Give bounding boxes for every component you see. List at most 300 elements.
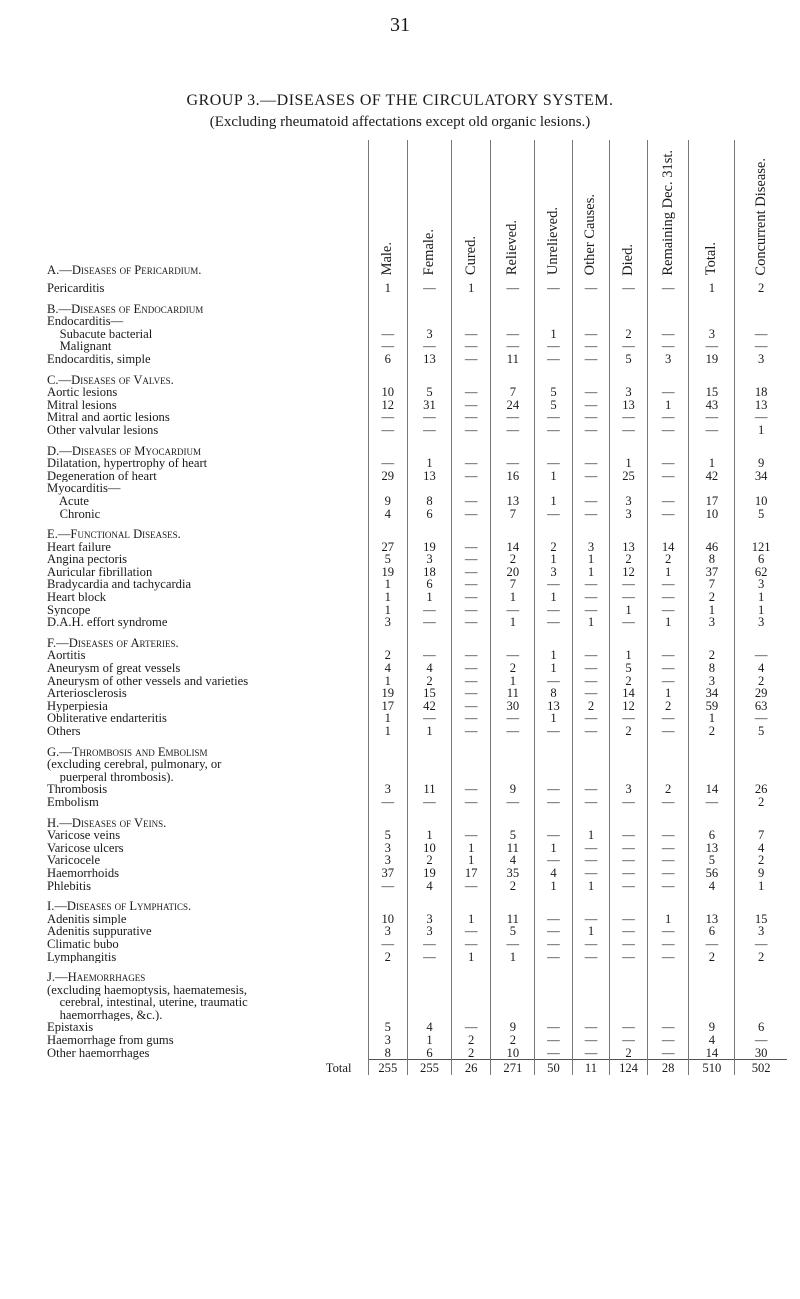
empty-cell [735,771,787,784]
table-cell: — [451,649,491,662]
table-cell: 1 [535,880,573,893]
table-cell: — [535,796,573,809]
table-cell: 9 [491,783,535,796]
table-row [47,508,787,521]
empty-cell [368,892,408,913]
table-cell: 4 [408,880,452,893]
table-row [47,353,787,366]
row-label: Heart failure [47,540,111,554]
empty-cell [368,996,408,1009]
table-cell: — [610,712,648,725]
empty-cell [451,482,491,495]
table-cell: — [647,649,689,662]
row-label: Chronic [47,507,101,521]
table-cell: 2 [451,1034,491,1047]
table-cell: 2 [689,951,735,964]
table-cell: — [572,424,610,437]
table-cell: — [451,687,491,700]
table-cell: — [408,411,452,424]
table-cell: — [610,925,648,938]
table-cell: 4 [689,880,735,893]
table-cell: 2 [491,662,535,675]
table-cell: — [535,783,573,796]
table-cell: 14 [689,783,735,796]
table-cell: 11 [491,687,535,700]
empty-cell [610,892,648,913]
table-cell: — [408,951,452,964]
table-cell: — [647,842,689,855]
table-cell: — [647,951,689,964]
empty-cell [491,809,535,830]
empty-cell [451,437,491,458]
table-cell: — [647,578,689,591]
table-cell: 35 [491,867,535,880]
table-cell: — [368,796,408,809]
section-heading: B.—Diseases of Endocardium [47,301,204,316]
table-cell: 1 [572,925,610,938]
table-cell: 2 [735,951,787,964]
row-label: Syncope [47,603,91,617]
table-row [47,578,787,591]
table-cell: — [689,938,735,951]
empty-cell [610,996,648,1009]
empty-cell [535,892,573,913]
table-cell: 9 [735,867,787,880]
empty-cell [408,892,452,913]
empty-cell [451,295,491,316]
empty-cell [735,520,787,541]
table-cell: 2 [491,1034,535,1047]
table-cell: 1 [535,649,573,662]
table-cell: — [610,1021,648,1034]
section-heading: H.—Diseases of Veins. [47,815,167,830]
row-note: Endocarditis— [47,315,124,328]
table-cell: — [572,282,610,295]
table-row [47,1047,787,1060]
table-row [47,470,787,483]
empty-cell [451,809,491,830]
table-cell: 3 [689,328,735,341]
table-cell: 1 [572,616,610,629]
empty-cell [689,520,735,541]
section-heading-row [47,809,787,830]
empty-cell [368,963,408,984]
table-cell: — [535,411,573,424]
table-cell: — [647,712,689,725]
table-cell: 7 [491,386,535,399]
table-cell: 3 [610,495,648,508]
table-cell: — [535,457,573,470]
table-row [47,712,787,725]
table-cell: 12 [610,566,648,579]
table-cell: — [647,925,689,938]
empty-cell [408,758,452,771]
table-cell: 13 [735,399,787,412]
table-cell: — [610,591,648,604]
empty-cell [647,984,689,997]
empty-cell [408,996,452,1009]
empty-cell [535,996,573,1009]
table-cell: — [451,712,491,725]
empty-cell [368,809,408,830]
empty-cell [408,295,452,316]
empty-cell [535,629,573,650]
empty-cell [408,738,452,759]
table-cell: 1 [408,457,452,470]
table-cell: 8 [408,495,452,508]
table-cell: 34 [689,687,735,700]
table-cell: 19 [689,353,735,366]
table-cell: — [647,1047,689,1060]
table-cell: — [647,854,689,867]
empty-cell [368,984,408,997]
table-cell: — [408,424,452,437]
table-cell: — [610,796,648,809]
section-heading: J.—Haemorrhages [47,970,146,984]
table-cell: — [572,662,610,675]
section-heading-row [47,366,787,387]
table-cell: — [451,508,491,521]
row-label: Haemorrhoids [47,866,120,880]
empty-cell [408,482,452,495]
table-cell: — [735,411,787,424]
row-note: (excluding haemoptysis, haematemesis, [47,983,248,997]
column-header [535,140,573,282]
table-row [47,566,787,579]
table-cell: 5 [408,386,452,399]
table-cell: 56 [689,867,735,880]
empty-cell [491,629,535,650]
table-row [47,340,787,353]
table-cell: — [647,495,689,508]
row-label: Auricular fibrillation [47,565,153,579]
table-cell: 31 [408,399,452,412]
table-cell: 6 [735,553,787,566]
table-cell: — [572,411,610,424]
empty-cell [647,892,689,913]
empty-cell [572,295,610,316]
table-cell: 2 [610,725,648,738]
table-cell: — [368,340,408,353]
empty-cell [368,1009,408,1022]
table-cell: — [451,662,491,675]
table-cell: — [572,328,610,341]
table-row [47,867,787,880]
row-label: Pericarditis [47,282,105,295]
empty-cell [735,366,787,387]
table-cell: 13 [689,842,735,855]
table-cell: — [610,913,648,926]
table-row [47,328,787,341]
table-cell: 4 [368,508,408,521]
table-row [47,541,787,554]
table-cell: 4 [735,842,787,855]
table-cell: — [610,340,648,353]
table-cell: — [408,340,452,353]
table-cell: — [647,282,689,295]
empty-cell [451,984,491,997]
empty-cell [735,629,787,650]
table-cell: — [535,578,573,591]
table-cell: 6 [689,829,735,842]
table-cell: 14 [689,1047,735,1060]
total-label: Total [325,1061,352,1075]
empty-cell [408,629,452,650]
row-label: Others [47,725,81,738]
empty-cell [451,771,491,784]
table-cell: — [572,649,610,662]
table-cell: 37 [689,566,735,579]
table-cell: 3 [610,386,648,399]
table-cell: — [647,457,689,470]
empty-cell [491,482,535,495]
table-cell: 13 [408,353,452,366]
empty-cell [610,758,648,771]
empty-cell [491,315,535,328]
row-label: Acute [47,494,89,508]
table-cell: 2 [368,951,408,964]
table-cell: 1 [451,951,491,964]
empty-cell [735,482,787,495]
section-heading: I.—Diseases of Lymphatics. [47,899,192,913]
table-cell: — [451,457,491,470]
table-cell: 5 [368,553,408,566]
table-cell: — [572,495,610,508]
table-cell: 1 [408,1034,452,1047]
empty-cell [408,366,452,387]
empty-cell [647,809,689,830]
empty-cell [408,963,452,984]
table-cell: 1 [689,712,735,725]
table-cell: 6 [408,578,452,591]
section-heading-row [47,629,787,650]
empty-cell [451,1009,491,1022]
table-cell: 11 [491,842,535,855]
column-header [491,140,535,282]
table-cell: 1 [735,880,787,893]
table-cell: 1 [408,829,452,842]
table-cell: — [491,938,535,951]
empty-cell [735,963,787,984]
empty-cell [610,437,648,458]
empty-cell [491,366,535,387]
table-cell: 121 [735,541,787,554]
total-cell: 11 [572,1060,610,1075]
table-cell: — [491,712,535,725]
row-note: (excluding cerebral, pulmonary, or [47,758,222,771]
table-cell: — [647,508,689,521]
table-cell: — [572,783,610,796]
table-cell: 24 [491,399,535,412]
table-cell: 2 [735,282,787,295]
table-cell: 1 [368,282,408,295]
empty-cell [647,963,689,984]
table-cell: 10 [368,386,408,399]
table-cell: — [491,282,535,295]
table-cell: — [408,616,452,629]
table-cell: 3 [735,578,787,591]
empty-cell [610,963,648,984]
table-cell: 1 [610,604,648,617]
table-cell: 43 [689,399,735,412]
table-cell: 5 [735,725,787,738]
empty-cell [572,1009,610,1022]
table-cell: — [572,457,610,470]
row-label: Degeneration of heart [47,469,157,483]
table-row [47,553,787,566]
table-cell: — [451,616,491,629]
row-label: Aneurysm of other vessels and varieties [47,674,249,688]
table-row [47,282,787,295]
table-cell: — [647,662,689,675]
table-cell: 4 [408,662,452,675]
table-cell: 30 [491,700,535,713]
table-cell: 1 [535,712,573,725]
table-cell: 2 [647,700,689,713]
table-cell: — [535,1021,573,1034]
table-cell: 59 [689,700,735,713]
table-cell: 42 [689,470,735,483]
row-label: Dilatation, hypertrophy of heart [47,457,208,470]
empty-cell [647,996,689,1009]
table-cell: 1 [408,725,452,738]
table-row [47,495,787,508]
empty-cell [735,758,787,771]
table-cell: — [451,340,491,353]
table-cell: — [368,880,408,893]
table-cell: 7 [735,829,787,842]
table-cell: 2 [610,553,648,566]
table-cell: — [451,470,491,483]
empty-cell [408,520,452,541]
table-cell: 5 [610,353,648,366]
table-cell: 3 [368,925,408,938]
table-cell: — [451,700,491,713]
table-row [47,386,787,399]
table-cell: — [535,1047,573,1060]
column-header-label: Relieved. [504,220,521,276]
table-cell: 19 [408,867,452,880]
table-cell: — [535,616,573,629]
total-row [47,1060,787,1075]
row-label: Varicose ulcers [47,841,124,855]
table-cell: — [572,399,610,412]
table-cell: 1 [535,495,573,508]
empty-cell [689,437,735,458]
table-cell: — [368,424,408,437]
table-cell: — [610,880,648,893]
empty-cell [451,520,491,541]
table-cell: 6 [735,1021,787,1034]
table-cell: — [451,541,491,554]
table-cell: 6 [689,925,735,938]
table-row [47,951,787,964]
empty-cell [647,482,689,495]
table-cell: — [572,854,610,867]
table-cell: — [572,725,610,738]
table-cell: 1 [572,829,610,842]
table-cell: 10 [368,913,408,926]
table-cell: 13 [610,399,648,412]
row-label: Angina pectoris [47,553,128,566]
table-cell: — [408,712,452,725]
table-cell: 4 [491,854,535,867]
table-cell: 13 [491,495,535,508]
table-cell: 13 [689,913,735,926]
table-cell: — [647,867,689,880]
table-cell: 19 [408,541,452,554]
column-header-label: Female. [420,229,437,276]
table-cell: — [689,340,735,353]
table-cell: — [451,566,491,579]
table-cell: — [572,951,610,964]
table-cell: 9 [689,1021,735,1034]
row-label: Varicocele [47,854,101,867]
table-cell: — [408,796,452,809]
empty-cell [408,809,452,830]
table-cell: — [451,328,491,341]
table-cell: 3 [572,541,610,554]
empty-cell [491,984,535,997]
empty-cell [735,996,787,1009]
table-cell: — [610,1034,648,1047]
table-cell: — [610,616,648,629]
table-cell: — [647,675,689,688]
table-cell: 34 [735,470,787,483]
table-cell: — [491,604,535,617]
total-cell: 271 [491,1060,535,1075]
table-cell: — [451,675,491,688]
row-label: Other haemorrhages [47,1046,150,1060]
table-cell: — [535,604,573,617]
table-cell: — [451,725,491,738]
empty-cell [735,295,787,316]
table-cell: 1 [735,591,787,604]
table-cell: — [535,913,573,926]
table-cell: — [535,675,573,688]
column-header [368,140,408,282]
empty-cell [572,758,610,771]
table-cell: — [451,353,491,366]
table-cell: 1 [535,470,573,483]
statistics-table [47,140,787,1075]
table-row [47,662,787,675]
empty-cell [689,482,735,495]
table-cell: 10 [491,1047,535,1060]
column-header [451,140,491,282]
empty-cell [572,892,610,913]
empty-cell [689,771,735,784]
empty-cell [572,984,610,997]
table-cell: 1 [572,566,610,579]
table-cell: — [735,649,787,662]
empty-cell [735,984,787,997]
table-cell: — [647,604,689,617]
table-cell: 46 [689,541,735,554]
table-cell: — [535,1034,573,1047]
table-cell: — [491,725,535,738]
empty-cell [610,482,648,495]
table-cell: 7 [491,508,535,521]
empty-cell [535,738,573,759]
empty-cell [572,437,610,458]
empty-cell [535,758,573,771]
table-cell: 6 [368,353,408,366]
table-row [47,854,787,867]
table-cell: 1 [368,578,408,591]
table-cell: 5 [735,508,787,521]
table-cell: — [491,424,535,437]
